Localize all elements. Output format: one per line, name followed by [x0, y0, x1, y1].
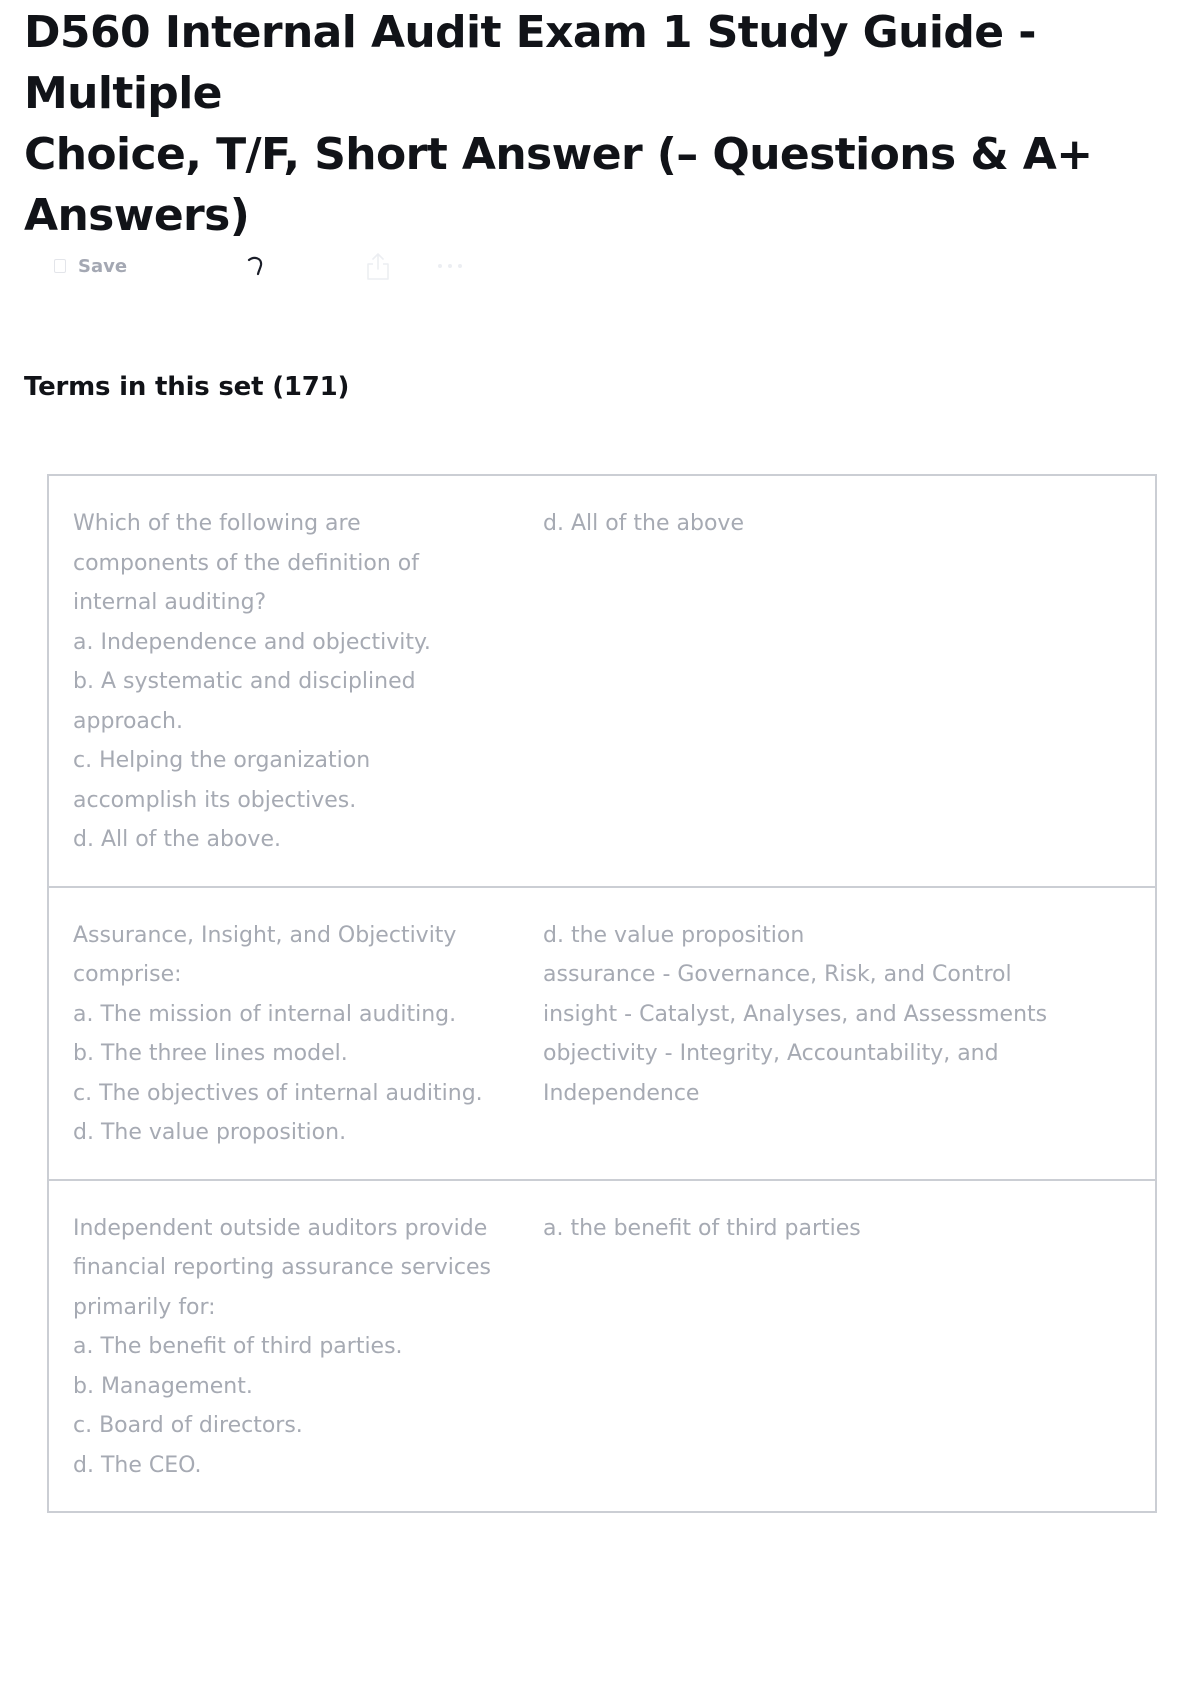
set-toolbar — [50, 246, 500, 286]
term-definition — [543, 504, 1131, 860]
more-options-button[interactable] — [434, 250, 466, 282]
more-icon — [436, 262, 464, 270]
undo-icon — [244, 254, 268, 278]
term-line: accomplish its objectives. — [73, 787, 357, 813]
definition-line: assurance - Governance, Risk, and Control — [543, 962, 1012, 987]
save-button-label: Save — [78, 255, 128, 277]
share-icon — [365, 251, 391, 281]
term-line: d. The value proposition. — [73, 1120, 347, 1145]
term-line: Which of the following are — [73, 511, 361, 536]
term-question — [73, 504, 543, 860]
definition-line: a. the benefit of third parties — [543, 1215, 861, 1241]
term-line: a. The mission of internal auditing. — [73, 1001, 457, 1027]
term-line: primarily for: — [73, 1294, 216, 1320]
term-line: c. Board of directors. — [73, 1413, 303, 1438]
term-definition — [543, 916, 1131, 1153]
save-button[interactable] — [54, 252, 127, 280]
undo-button[interactable] — [240, 250, 272, 282]
term-line: a. The benefit of third parties. — [73, 1334, 403, 1359]
definition-line: Independence — [543, 1080, 700, 1106]
term-line: b. The three lines model. — [73, 1041, 348, 1066]
page-title-line: D560 Internal Audit Exam 1 Study Guide - Multiple — [24, 7, 1036, 119]
term-line: b. Management. — [73, 1373, 253, 1399]
term-line: financial reporting assurance services — [73, 1255, 491, 1280]
term-line: components of the definition of — [73, 550, 419, 576]
page-title-line: Choice, T/F, Short Answer (– Questions & A+ — [24, 129, 1093, 180]
term-line: approach. — [73, 708, 183, 734]
checkbox-icon — [54, 259, 66, 273]
page-title — [24, 2, 1174, 246]
term-line: Assurance, Insight, and Objectivity — [73, 922, 457, 948]
page-title-line: Answers) — [24, 190, 250, 241]
terms-set-heading: Terms in this set (171) — [24, 372, 350, 402]
term-question — [73, 1209, 543, 1486]
term-line: b. A systematic and disciplined — [73, 669, 416, 694]
share-button[interactable] — [362, 250, 394, 282]
term-question — [73, 916, 543, 1153]
term-card — [47, 1179, 1157, 1514]
term-definition — [543, 1209, 1131, 1486]
term-line: c. The objectives of internal auditing. — [73, 1080, 483, 1106]
term-line: c. Helping the organization — [73, 748, 371, 773]
definition-line: d. the value proposition — [543, 922, 805, 948]
term-line: internal auditing? — [73, 590, 267, 615]
term-line: a. Independence and objectivity. — [73, 629, 431, 655]
term-card — [47, 886, 1157, 1181]
term-line: d. All of the above. — [73, 827, 281, 852]
definition-line: insight - Catalyst, Analyses, and Assessments — [543, 1001, 1048, 1027]
term-line: Independent outside auditors provide — [73, 1215, 488, 1241]
term-line: comprise: — [73, 962, 182, 987]
terms-list — [47, 474, 1157, 1513]
definition-line: objectivity - Integrity, Accountability, and — [543, 1041, 999, 1066]
definition-line: d. All of the above — [543, 511, 744, 536]
term-card — [47, 474, 1157, 888]
term-line: d. The CEO. — [73, 1452, 202, 1478]
